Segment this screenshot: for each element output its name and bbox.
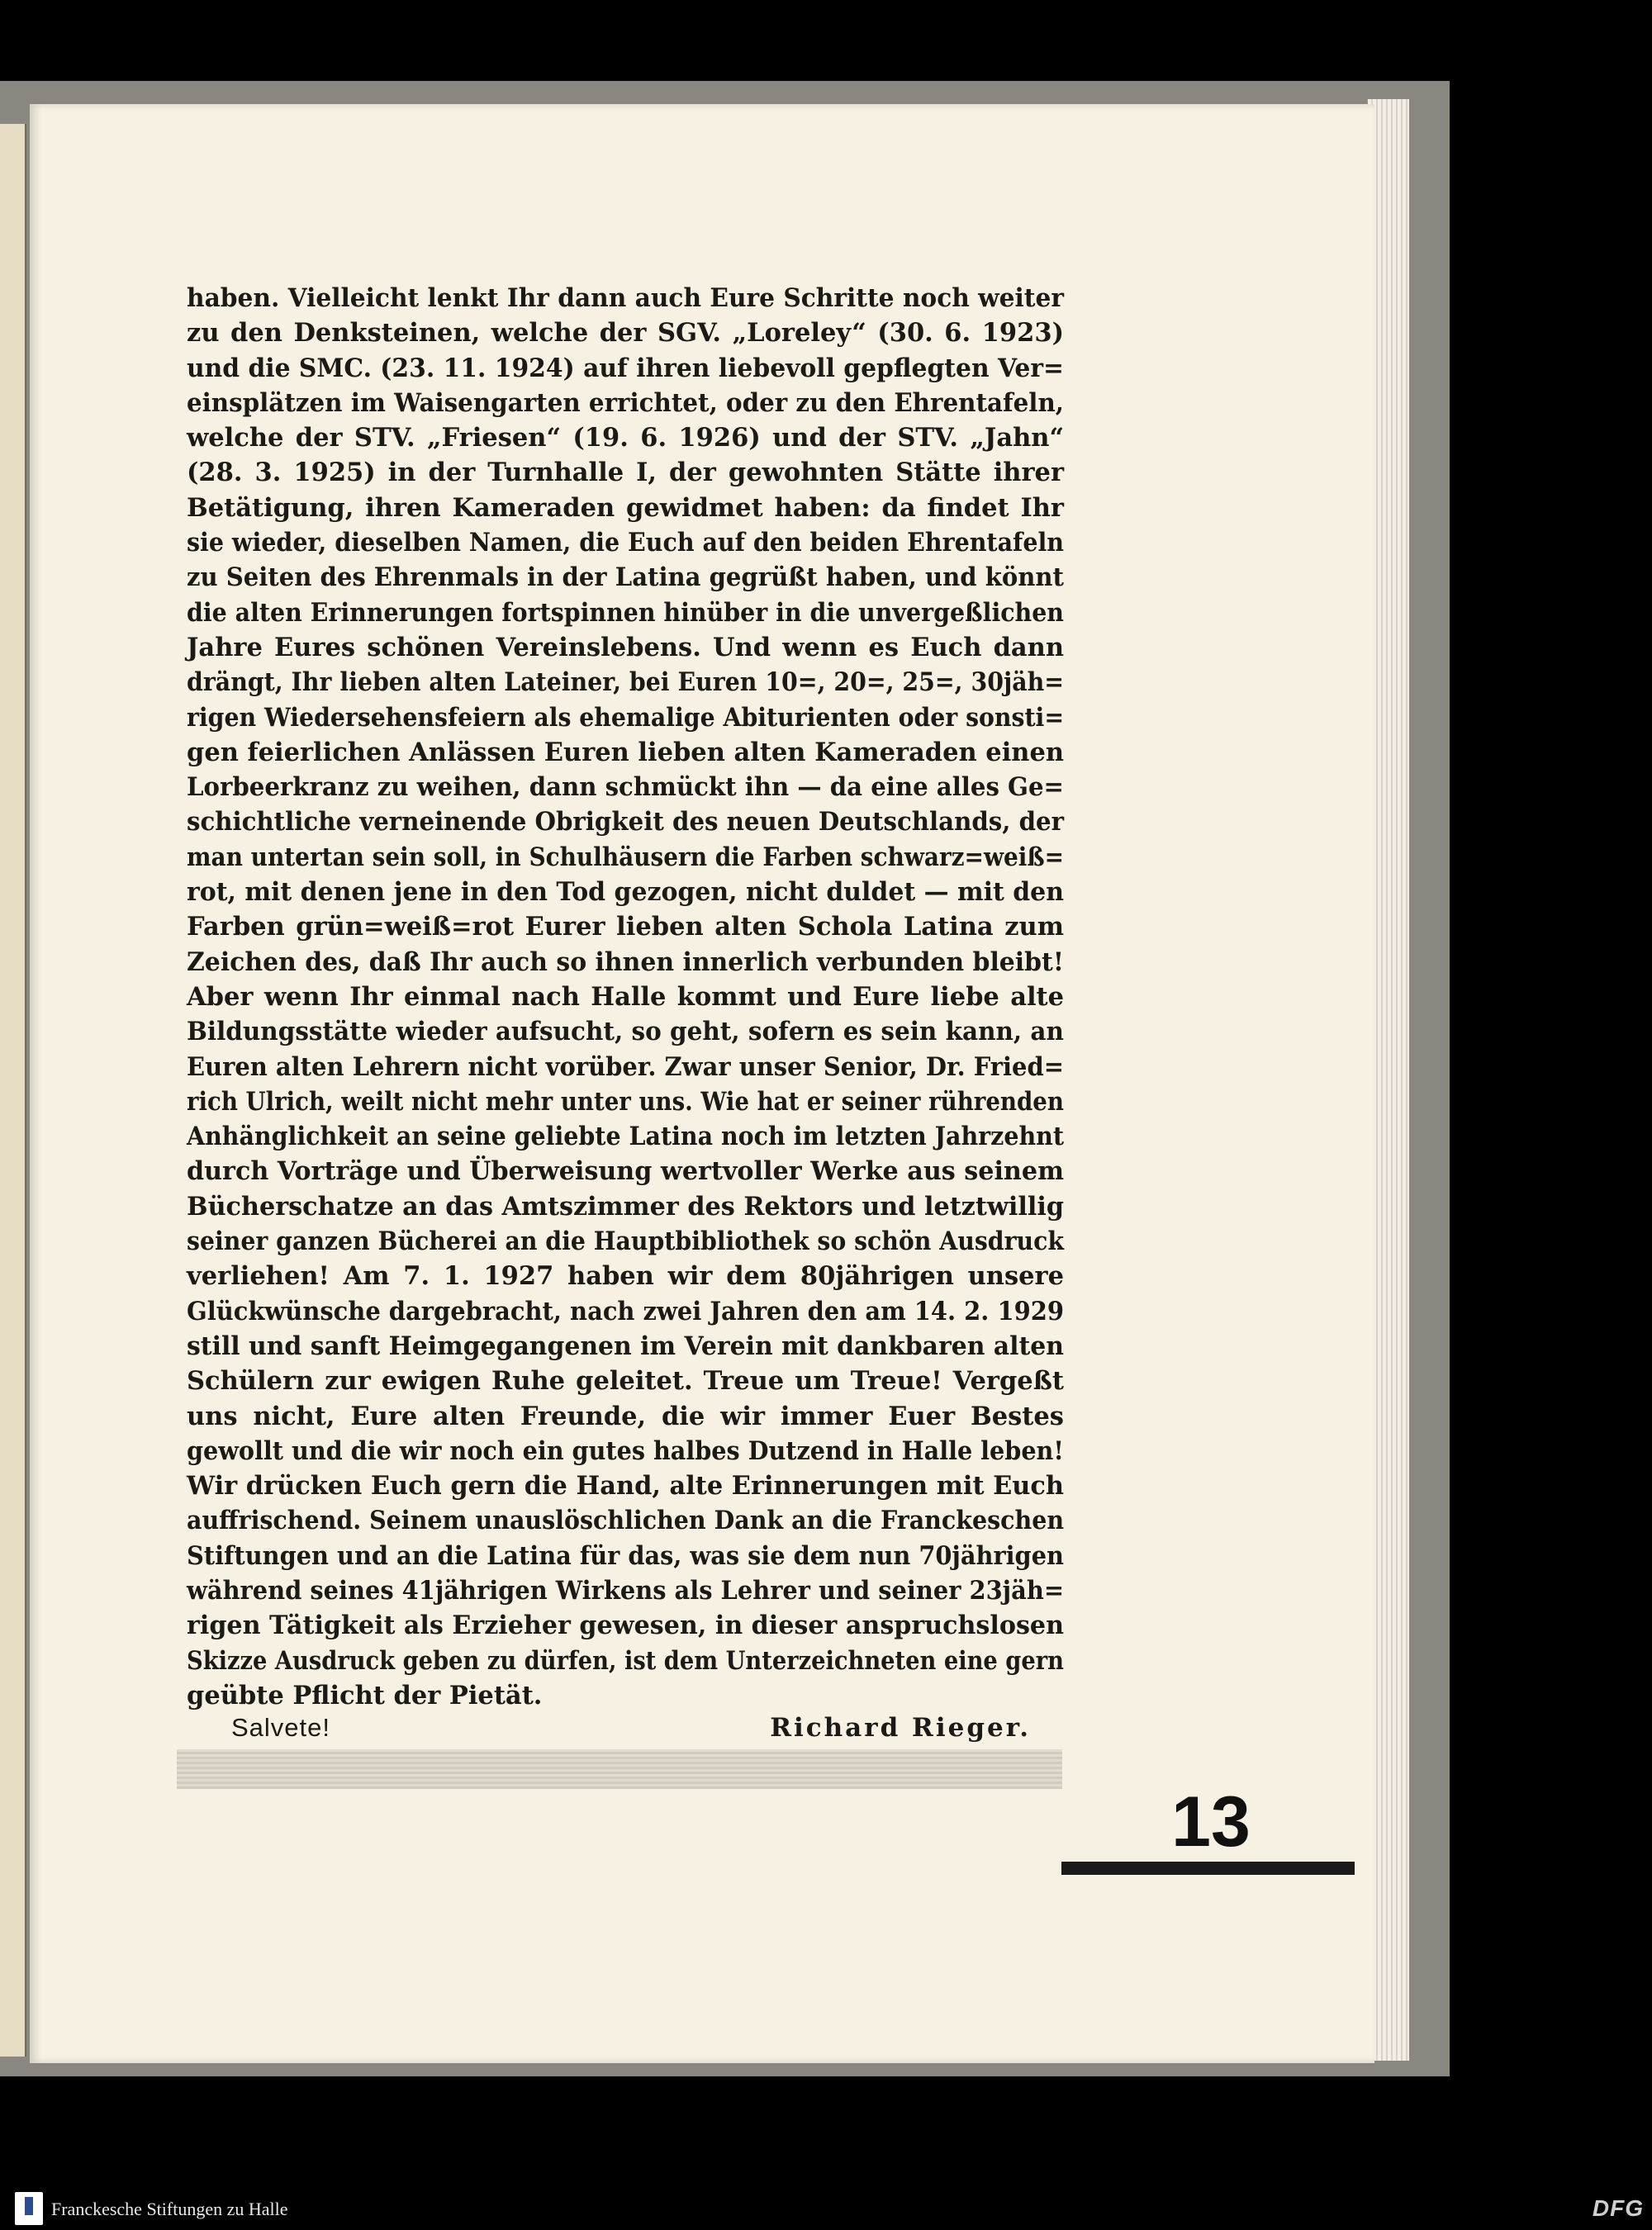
salutation: Salvete! bbox=[231, 1713, 331, 1742]
text-line: geübte Pflicht der Pietät. bbox=[187, 1680, 543, 1710]
text-line: verliehen! Am 7. 1. 1927 haben wir dem 80jährigen unsere bbox=[187, 1261, 1065, 1292]
text-line: zu den Denksteinen, welche der SGV. „Loreley“ (30. 6. 1923) bbox=[187, 318, 1064, 349]
text-line: und die SMC. (23. 11. 1924) auf ihren liebevoll gepflegten Ver= bbox=[187, 353, 1064, 383]
text-line: Stiftungen und an die Latina für das, was sie dem nun 70jährigen bbox=[187, 1540, 1064, 1571]
text-line: (28. 3. 1925) in der Turnhalle I, der gewohnten Stätte ihrer bbox=[187, 458, 1065, 488]
text-line: Jahre Eures schönen Vereinslebens. Und wenn es Euch dann bbox=[187, 632, 1065, 662]
printed-grey-band bbox=[177, 1749, 1062, 1789]
page-number-rule bbox=[1061, 1862, 1355, 1875]
text-line: sie wieder, dieselben Namen, die Euch auf den beiden Ehrentafeln bbox=[187, 528, 1065, 558]
text-line: einsplätzen im Waisengarten errichtet, oder zu den Ehrentafeln, bbox=[187, 387, 1064, 418]
author-signature: Richard Rieger. bbox=[770, 1713, 1031, 1743]
text-line: drängt, Ihr lieben alten Lateiner, bei Euren 10=, 20=, 25=, 30jäh= bbox=[187, 667, 1065, 698]
text-line: die alten Erinnerungen fortspinnen hinüber in die unvergeßlichen bbox=[187, 597, 1064, 628]
text-line: Betätigung, ihren Kameraden gewidmet haben: da findet Ihr bbox=[187, 492, 1064, 523]
text-line: man untertan sein soll, in Schulhäusern die Farben schwarz=weiß= bbox=[187, 842, 1064, 872]
text-line: Aber wenn Ihr einmal nach Halle kommt und Eure liebe alte bbox=[187, 981, 1065, 1012]
text-line: gewollt und die wir noch ein gutes halbes Dutzend in Halle leben! bbox=[187, 1435, 1064, 1466]
text-line: Schülern zur ewigen Ruhe geleitet. Treue um Treue! Vergeßt bbox=[187, 1366, 1064, 1397]
text-line: rigen Tätigkeit als Erzieher gewesen, in dieser anspruchslosen bbox=[187, 1611, 1065, 1641]
text-line: schichtliche verneinende Obrigkeit des neuen Deutschlands, der bbox=[187, 807, 1065, 837]
text-line: während seines 41jährigen Wirkens als Lehrer und seiner 23jäh= bbox=[187, 1575, 1065, 1606]
text-line: Anhänglichkeit an seine geliebte Latina noch im letzten Jahrzehnt bbox=[187, 1122, 1065, 1152]
text-line: haben. Vielleicht lenkt Ihr dann auch Eure Schritte noch weiter bbox=[187, 283, 1065, 313]
text-line: gen feierlichen Anlässen Euren lieben alten Kameraden einen bbox=[187, 737, 1065, 767]
text-line: Skizze Ausdruck geben zu dürfen, ist dem Unterzeichneten eine gern bbox=[187, 1645, 1064, 1676]
text-line: welche der STV. „Friesen“ (19. 6. 1926) und der STV. „Jahn“ bbox=[187, 423, 1065, 453]
signature-row bbox=[187, 1713, 1064, 1754]
text-line: Euren alten Lehrern nicht vorüber. Zwar unser Senior, Dr. Fried= bbox=[187, 1051, 1064, 1082]
text-line: durch Vorträge und Überweisung wertvoller Werke aus seinem bbox=[187, 1156, 1065, 1187]
text-line: auffrischend. Seinem unauslöschlichen Dank an die Franckeschen bbox=[187, 1506, 1065, 1536]
left-page-edge bbox=[0, 124, 26, 2057]
text-line: Lorbeerkranz zu weihen, dann schmückt ihn — da eine alles Ge= bbox=[187, 772, 1064, 803]
text-line: rot, mit denen jene in den Tod gezogen, nicht duldet — mit den bbox=[187, 877, 1064, 908]
dfg-logo: DFG bbox=[1592, 2195, 1644, 2221]
text-line: zu Seiten des Ehrenmals in der Latina gegrüßt haben, und könnt bbox=[187, 562, 1064, 593]
text-line: rigen Wiedersehensfeiern als ehemalige Abiturienten oder sonsti= bbox=[187, 702, 1065, 733]
text-line: Farben grün=weiß=rot Eurer lieben alten Schola Latina zum bbox=[187, 912, 1064, 942]
body-text bbox=[187, 281, 1064, 1713]
footer-institution: Franckesche Stiftungen zu Halle bbox=[51, 2199, 288, 2219]
institution-logo-icon bbox=[15, 2192, 43, 2225]
footer-bar bbox=[0, 2187, 1652, 2230]
text-line: still und sanft Heimgegangenen im Verein mit dankbaren alten bbox=[187, 1331, 1064, 1361]
text-line: Bücherschatze an das Amtszimmer des Rektors und letztwillig bbox=[187, 1191, 1064, 1222]
text-line: seiner ganzen Bücherei an die Hauptbibliothek so schön Ausdruck bbox=[187, 1226, 1065, 1257]
text-line: Zeichen des, daß Ihr auch so ihnen innerlich verbunden bleibt! bbox=[187, 947, 1064, 977]
text-line: Glückwünsche dargebracht, nach zwei Jahren den am 14. 2. 1929 bbox=[187, 1296, 1064, 1326]
text-line: Wir drücken Euch gern die Hand, alte Erinnerungen mit Euch bbox=[187, 1471, 1065, 1502]
text-line: rich Ulrich, weilt nicht mehr unter uns. Wie hat er seiner rührenden bbox=[187, 1086, 1064, 1117]
text-line: Bildungsstätte wieder aufsucht, so geht, sofern es sein kann, an bbox=[187, 1017, 1064, 1047]
text-line: uns nicht, Eure alten Freunde, die wir immer Euer Bestes bbox=[187, 1401, 1064, 1431]
page-number: 13 bbox=[1171, 1782, 1251, 1862]
